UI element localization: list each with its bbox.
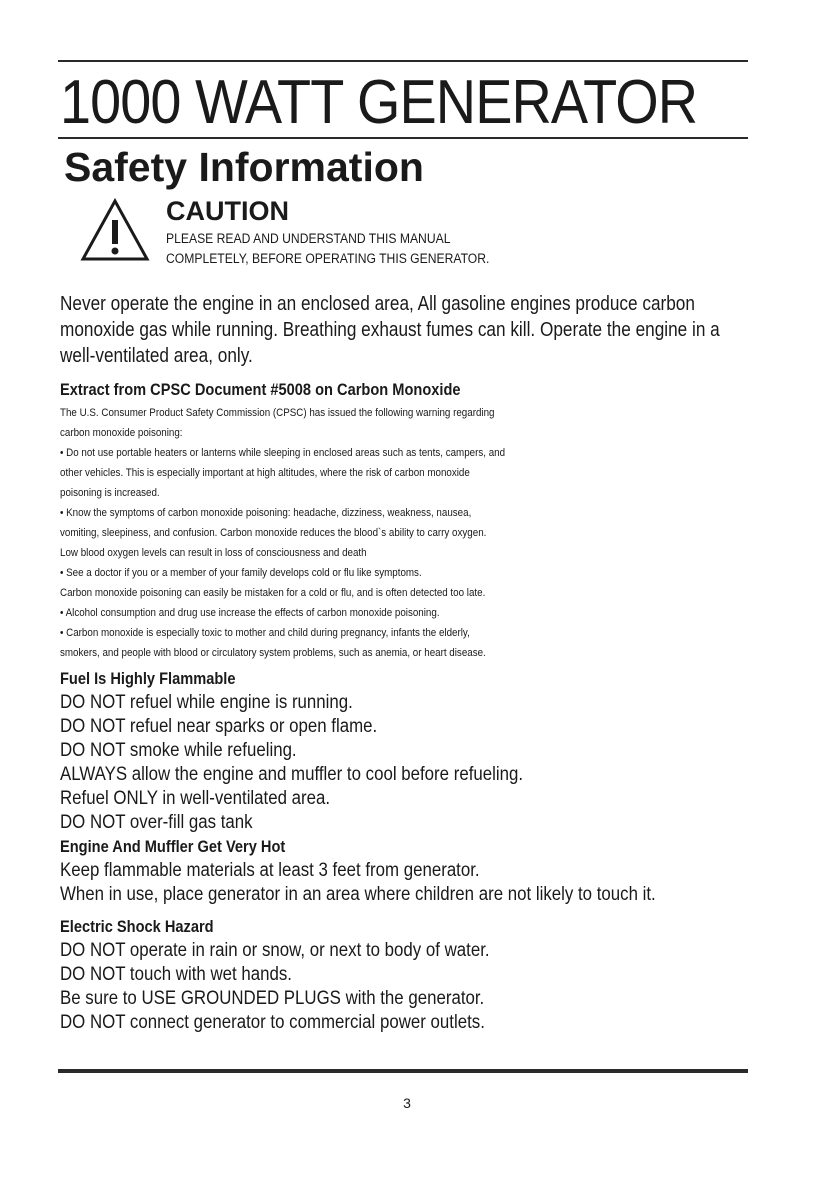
cpsc-bullet-line: • Know the symptoms of carbon monoxide poisoning: headache, dizziness, weakness, nausea, <box>60 507 472 519</box>
cpsc-bullet-line: Carbon monoxide poisoning can easily be mistaken for a cold or flu, and is often detected too late. <box>60 587 486 599</box>
cpsc-line: carbon monoxide poisoning: <box>60 427 183 439</box>
section-title: Safety Information <box>64 144 424 190</box>
fuel-line: DO NOT refuel near sparks or open flame. <box>60 715 378 737</box>
warning-triangle-icon <box>80 198 150 262</box>
title-rule <box>58 137 748 139</box>
hot-line: When in use, place generator in an area where children are not likely to touch it. <box>60 883 656 905</box>
cpsc-bullet-line: • Carbon monoxide is especially toxic to mother and child during pregnancy, infants the elderly, <box>60 627 470 639</box>
cpsc-bullet-line: • Alcohol consumption and drug use increase the effects of carbon monoxide poisoning. <box>60 607 440 619</box>
cpsc-bullet-line: other vehicles. This is especially important at high altitudes, where the risk of carbon monoxide <box>60 467 470 479</box>
caution-heading: CAUTION <box>166 196 289 226</box>
shock-heading: Electric Shock Hazard <box>60 917 214 936</box>
hot-heading: Engine And Muffler Get Very Hot <box>60 837 286 856</box>
top-rule <box>58 60 748 62</box>
cpsc-bullet-line: Low blood oxygen levels can result in loss of consciousness and death <box>60 547 367 559</box>
cpsc-bullet-line: poisoning is increased. <box>60 487 160 499</box>
caution-text-line: PLEASE READ AND UNDERSTAND THIS MANUAL <box>166 231 451 246</box>
fuel-line: ALWAYS allow the engine and muffler to cool before refueling. <box>60 763 524 785</box>
hot-line: Keep flammable materials at least 3 feet from generator. <box>60 859 480 881</box>
intro-line: Never operate the engine in an enclosed area, All gasoline engines produce carbon <box>60 293 695 315</box>
shock-line: DO NOT connect generator to commercial power outlets. <box>60 1011 485 1033</box>
cpsc-bullet-line: • Do not use portable heaters or lanterns while sleeping in enclosed areas such as tents, campers, and <box>60 447 506 459</box>
fuel-heading: Fuel Is Highly Flammable <box>60 669 236 688</box>
document-title: 1000 WATT GENERATOR <box>60 68 698 137</box>
fuel-line: DO NOT over-fill gas tank <box>60 811 253 833</box>
intro-line: well-ventilated area, only. <box>60 345 253 367</box>
cpsc-bullet-line: • See a doctor if you or a member of your family develops cold or flu like symptoms. <box>60 567 422 579</box>
page-number: 3 <box>403 1095 411 1111</box>
shock-line: DO NOT touch with wet hands. <box>60 963 292 985</box>
cpsc-heading: Extract from CPSC Document #5008 on Carbon Monoxide <box>60 380 461 399</box>
shock-line: DO NOT operate in rain or snow, or next to body of water. <box>60 939 490 961</box>
caution-text-line: COMPLETELY, BEFORE OPERATING THIS GENERATOR. <box>166 251 490 266</box>
cpsc-line: The U.S. Consumer Product Safety Commission (CPSC) has issued the following warning regarding <box>60 407 495 419</box>
fuel-line: DO NOT smoke while refueling. <box>60 739 297 761</box>
fuel-line: DO NOT refuel while engine is running. <box>60 691 353 713</box>
cpsc-bullet-line: vomiting, sleepiness, and confusion. Carbon monoxide reduces the blood`s ability to carry oxygen. <box>60 527 487 539</box>
shock-line: Be sure to USE GROUNDED PLUGS with the generator. <box>60 987 485 1009</box>
fuel-line: Refuel ONLY in well-ventilated area. <box>60 787 331 809</box>
intro-line: monoxide gas while running. Breathing exhaust fumes can kill. Operate the engine in a <box>60 319 720 341</box>
bottom-rule <box>58 1069 748 1073</box>
caution-notice <box>80 196 580 276</box>
cpsc-bullet-line: smokers, and people with blood or circulatory system problems, such as anemia, or heart disease. <box>60 647 486 659</box>
